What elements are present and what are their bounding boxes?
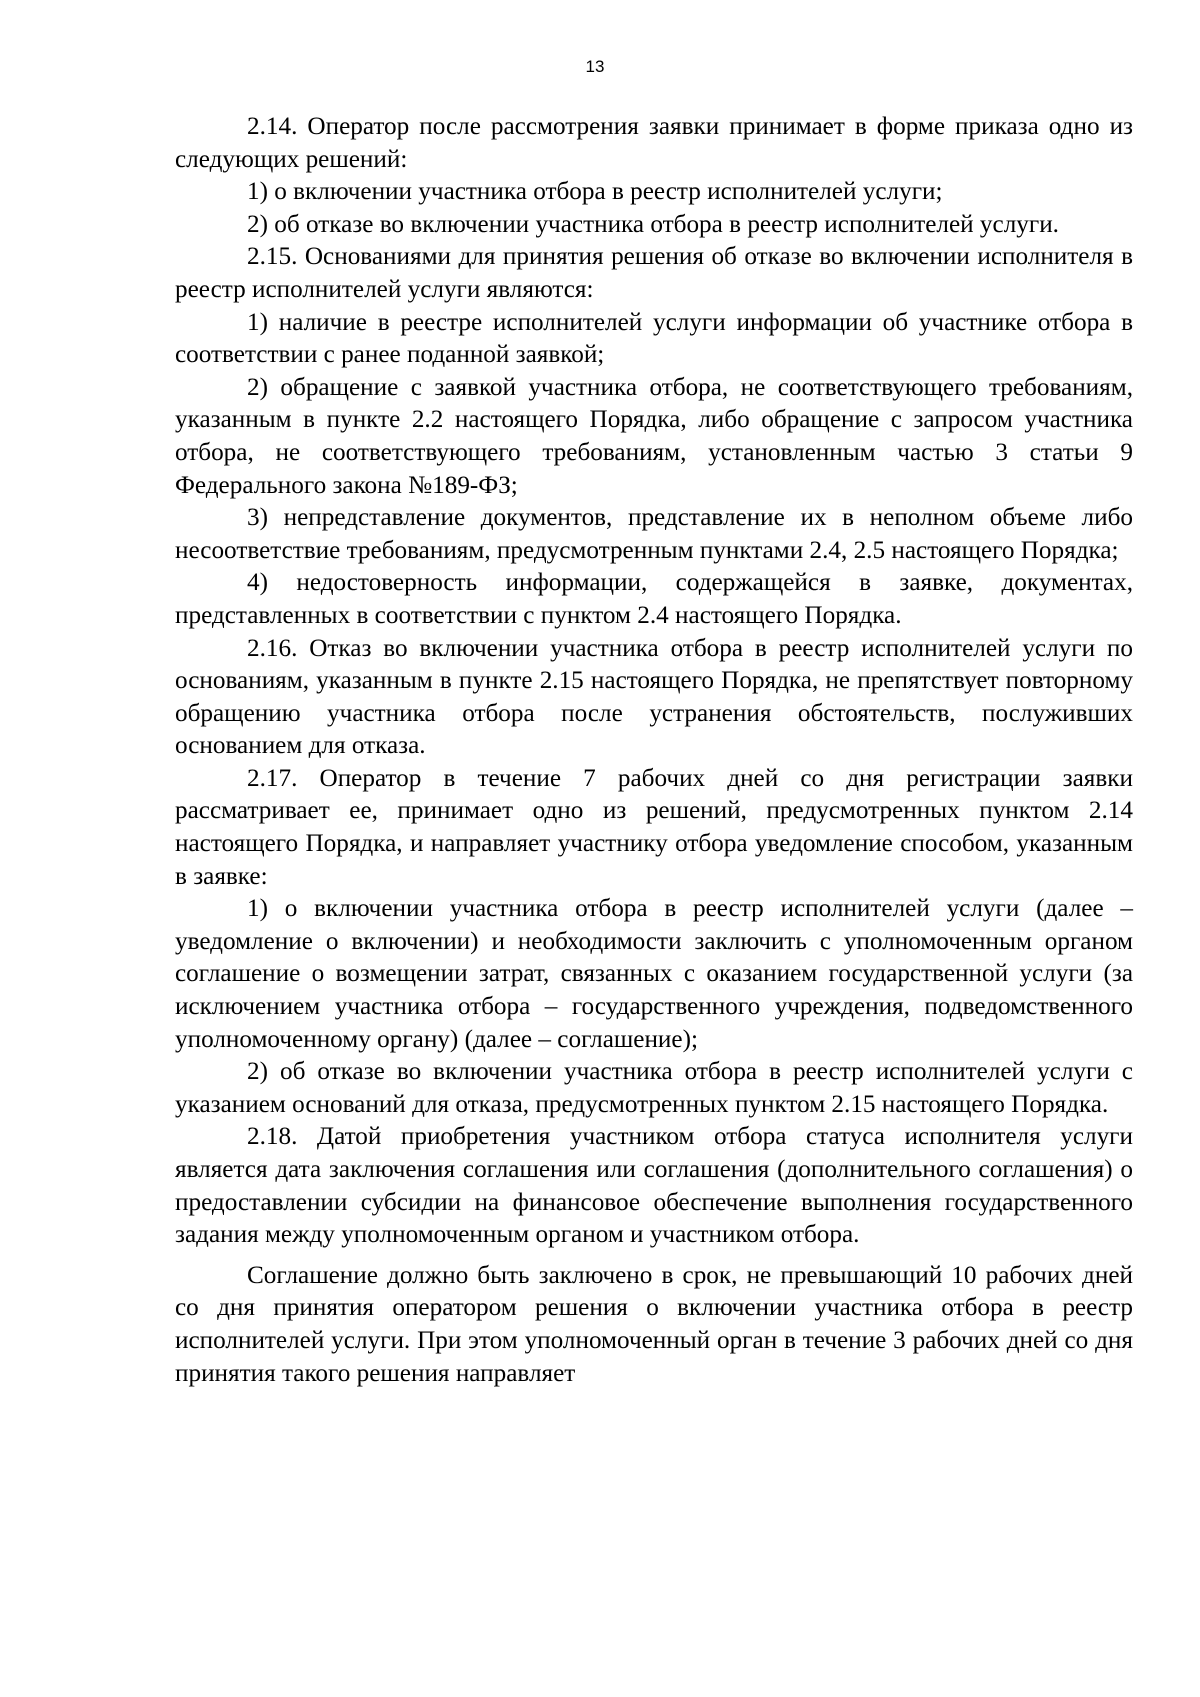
list-item-2-15-2: 2) обращение с заявкой участника отбора, не соответствующего требованиям, указанным в пункте 2.2 настоящего Порядка, либо обращение с запросом участника отбора, не соответствующего требованиям, установленным частью 3 статьи 9 Федерального закона №189-ФЗ; bbox=[175, 373, 1133, 499]
paragraph-2-14: 2.14. Оператор после рассмотрения заявки принимает в форме приказа одно из следующих решений: bbox=[175, 113, 1133, 173]
list-item-2-15-3: 3) непредставление документов, представление их в неполном объеме либо несоответствие требованиям, предусмотренным пунктами 2.4, 2.5 настоящего Порядка; bbox=[175, 504, 1133, 564]
list-item-2-15-4: 4) недостоверность информации, содержащейся в заявке, документах, представленных в соответствии с пунктом 2.4 настоящего Порядка. bbox=[175, 569, 1133, 629]
paragraph-2-15: 2.15. Основаниями для принятия решения об отказе во включении исполнителя в реестр исполнителей услуги являются: bbox=[175, 243, 1133, 303]
list-item-2-14-2: 2) об отказе во включении участника отбора в реестр исполнителей услуги. bbox=[247, 210, 1059, 238]
paragraph-2-18: 2.18. Датой приобретения участником отбора статуса исполнителя услуги является дата заключения соглашения или соглашения (дополнительного соглашения) о предоставлении субсидии на финансовое обеспечение выполнения государственного задания между уполномоченным органом и участником отбора. bbox=[175, 1123, 1133, 1249]
paragraph-2-17: 2.17. Оператор в течение 7 рабочих дней со дня регистрации заявки рассматривает ее, принимает одно из решений, предусмотренных пунктом 2.14 настоящего Порядка, и направляет участнику отбора уведомление способом, указанным в заявке: bbox=[175, 764, 1133, 890]
list-item-2-17-1: 1) о включении участника отбора в реестр исполнителей услуги (далее – уведомление о включении) и необходимости заключить с уполномоченным органом соглашение о возмещении затрат, связанных с оказанием государственной услуги (за исключением участника отбора – государственного учреждения, подведомственного уполномоченному органу) (далее – соглашение); bbox=[175, 895, 1133, 1053]
list-item-2-14-1: 1) о включении участника отбора в реестр исполнителей услуги; bbox=[247, 178, 943, 206]
paragraph-2-16: 2.16. Отказ во включении участника отбора в реестр исполнителей услуги по основаниям, указанным в пункте 2.15 настоящего Порядка, не препятствует повторному обращению участника отбора после устранения обстоятельств, послуживших основанием для отказа. bbox=[175, 634, 1133, 760]
paragraph-agreement: Соглашение должно быть заключено в срок, не превышающий 10 рабочих дней со дня принятия оператором решения о включении участника отбора в реестр исполнителей услуги. При этом уполномоченный орган в течение 3 рабочих дней со дня принятия такого решения направляет bbox=[175, 1261, 1133, 1387]
page-number: 13 bbox=[585, 57, 605, 76]
list-item-2-15-1: 1) наличие в реестре исполнителей услуги информации об участнике отбора в соответствии с ранее поданной заявкой; bbox=[175, 308, 1133, 369]
list-item-2-17-2: 2) об отказе во включении участника отбора в реестр исполнителей услуги с указанием оснований для отказа, предусмотренных пунктом 2.15 настоящего Порядка. bbox=[175, 1058, 1133, 1118]
document-body bbox=[175, 111, 1133, 1390]
